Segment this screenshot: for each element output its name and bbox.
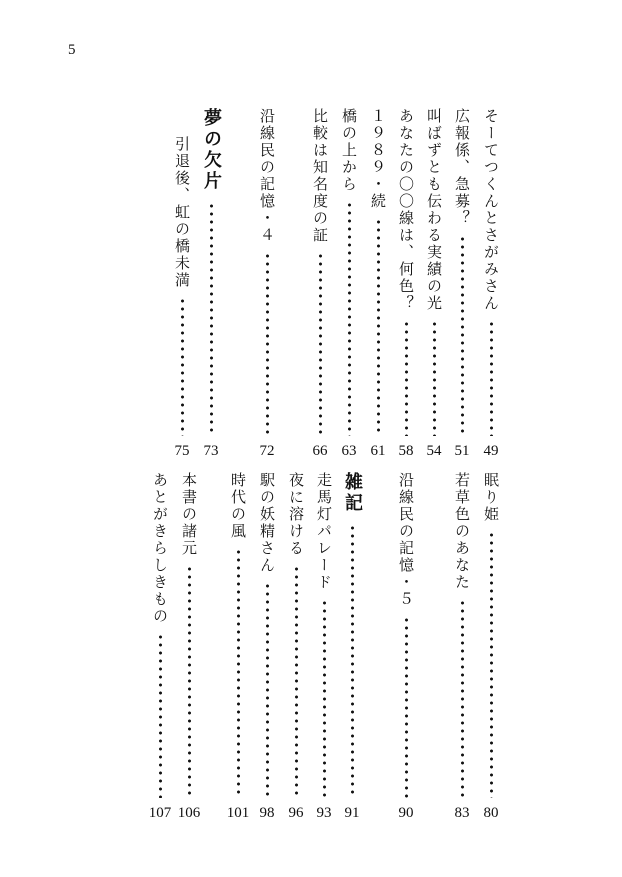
toc-entry-page-number: 51 xyxy=(454,443,470,459)
toc-entry xyxy=(366,108,390,460)
toc-entry-page-number: 49 xyxy=(483,443,499,459)
toc-entry-title: 沿線民の記憶・５ xyxy=(397,472,415,608)
page-number: 5 xyxy=(68,42,76,58)
toc-entry xyxy=(284,472,308,822)
toc-entry-title: 駅の妖精さん xyxy=(258,472,276,574)
toc-entry-title: 若草色のあなた xyxy=(453,472,471,591)
toc-entry-page-number: 75 xyxy=(174,443,190,459)
toc-entry-title: 夢の欠片 xyxy=(201,108,222,192)
toc-entry-title: 雑記 xyxy=(342,472,363,514)
toc-entry xyxy=(148,472,172,822)
dot-leader xyxy=(159,633,162,798)
toc-entry-page-number: 91 xyxy=(344,805,360,821)
toc-entry xyxy=(422,108,446,460)
dot-leader xyxy=(323,599,326,798)
toc-entry-title: 比較は知名度の証 xyxy=(311,108,329,244)
toc-section-heading xyxy=(340,472,364,822)
toc-entry-page-number: 90 xyxy=(398,805,414,821)
toc-entry-title: 引退後、虹の橋未満 xyxy=(173,136,191,289)
toc-entry xyxy=(394,472,418,822)
dot-leader xyxy=(237,548,240,798)
toc-entry-title: 眠り姫 xyxy=(482,472,500,523)
dot-leader xyxy=(181,297,184,436)
dot-leader xyxy=(490,320,493,436)
dot-leader xyxy=(433,320,436,436)
toc-section-heading xyxy=(199,108,223,460)
dot-leader xyxy=(188,565,191,798)
dot-leader xyxy=(461,235,464,436)
dot-leader xyxy=(461,599,464,798)
toc-entry-title: １９８９・続 xyxy=(369,108,387,210)
toc-entry-page-number: 73 xyxy=(203,443,219,459)
toc-entry-title: 広報係、急募？ xyxy=(453,108,471,227)
dot-leader xyxy=(210,202,213,436)
toc-entry-page-number: 61 xyxy=(370,443,386,459)
toc-entry-page-number: 80 xyxy=(483,805,499,821)
toc-entry xyxy=(312,472,336,822)
toc-entry-title: 叫ばずとも伝わる実績の光 xyxy=(425,108,443,312)
toc-entry-title: 時代の風 xyxy=(229,472,247,540)
dot-leader xyxy=(348,201,351,436)
dot-leader xyxy=(319,252,322,436)
toc-entry-page-number: 83 xyxy=(454,805,470,821)
toc-entry-page-number: 58 xyxy=(398,443,414,459)
toc-entry-title: 走馬灯パレード xyxy=(315,472,333,591)
toc-entry-title: あとがきらしきもの xyxy=(151,472,169,625)
toc-entry-page-number: 98 xyxy=(259,805,275,821)
toc-entry-page-number: 54 xyxy=(426,443,442,459)
toc-entry-page-number: 107 xyxy=(148,805,172,821)
toc-entry-page-number: 66 xyxy=(312,443,328,459)
dot-leader xyxy=(490,531,493,798)
toc-entry xyxy=(255,108,279,460)
toc-entry xyxy=(479,472,503,822)
toc-entry-page-number: 106 xyxy=(177,805,201,821)
toc-entry-title: 本書の諸元 xyxy=(180,472,198,557)
toc-entry xyxy=(394,108,418,460)
toc-entry xyxy=(255,472,279,822)
dot-leader xyxy=(295,565,298,798)
toc-entry xyxy=(479,108,503,460)
toc-entry xyxy=(450,472,474,822)
dot-leader xyxy=(405,320,408,436)
toc-entry xyxy=(450,108,474,460)
dot-leader xyxy=(405,616,408,798)
toc-entry xyxy=(308,108,332,460)
toc-entry-page-number: 93 xyxy=(316,805,332,821)
toc-entry-title: 沿線民の記憶・４ xyxy=(258,108,276,244)
toc-entry xyxy=(337,108,361,460)
toc-entry xyxy=(177,472,201,822)
dot-leader xyxy=(266,582,269,798)
toc-entry-page-number: 72 xyxy=(259,443,275,459)
toc-entry-title: 夜に溶ける xyxy=(287,472,305,557)
dot-leader xyxy=(377,218,380,436)
toc-entry-page-number: 63 xyxy=(341,443,357,459)
toc-entry xyxy=(170,108,194,460)
dot-leader xyxy=(266,252,269,436)
toc-entry-title: そーてつくんとさがみさん xyxy=(482,108,500,312)
toc-entry-title: 橋の上から xyxy=(340,108,358,193)
toc-entry xyxy=(226,472,250,822)
dot-leader xyxy=(351,524,354,798)
toc-entry-title: あなたの〇〇線は、何色？ xyxy=(397,108,415,312)
toc-entry-page-number: 101 xyxy=(226,805,250,821)
toc-entry-page-number: 96 xyxy=(288,805,304,821)
